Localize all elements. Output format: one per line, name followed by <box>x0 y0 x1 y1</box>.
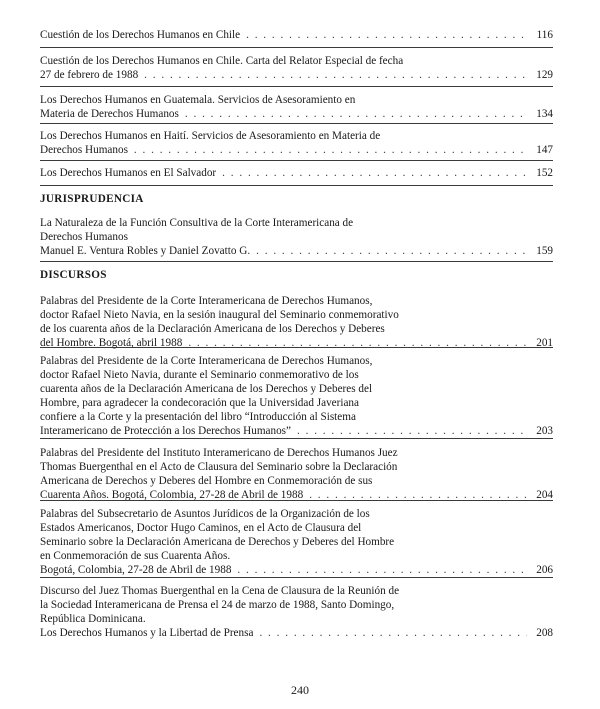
separator <box>40 261 553 262</box>
dot-leader <box>250 244 527 258</box>
entry-title-line: Los Derechos Humanos en Guatemala. Servicios de Asesoramiento en <box>40 94 356 106</box>
entry-title-line: Seminario sobre la Declaración Americana de Derechos y Deberes del Hombre <box>40 536 395 548</box>
entry-title-line: confiere a la Corte y la presentación del libro “Introducción al Sistema <box>40 411 356 423</box>
entry-title-line: Derechos Humanos <box>40 231 128 243</box>
entry-title-line: Bogotá, Colombia, 27-28 de Abril de 1988 <box>40 564 232 576</box>
entry-title: Cuestión de los Derechos Humanos en Chile <box>40 29 241 41</box>
entry-page: 147 <box>536 144 553 156</box>
separator <box>40 500 553 501</box>
entry-page: 203 <box>536 425 553 437</box>
dot-leader <box>138 68 527 82</box>
toc-entry <box>40 28 553 42</box>
entry-title-line: Interamericano de Protección a los Derechos Humanos” <box>40 425 291 437</box>
separator <box>40 577 553 578</box>
toc-entry <box>40 93 553 121</box>
dot-leader <box>253 626 527 640</box>
entry-page: 152 <box>536 167 553 179</box>
toc-entry <box>40 584 553 640</box>
entry-title-line: Palabras del Presidente de la Corte Interamericana de Derechos Humanos, <box>40 295 373 307</box>
toc-entry <box>40 129 553 157</box>
entry-title-line: Palabras del Presidente de la Corte Interamericana de Derechos Humanos, <box>40 355 373 367</box>
entry-title-line: Palabras del Subsecretario de Asuntos Jurídicos de la Organización de los <box>40 508 370 520</box>
entry-page: 134 <box>536 108 553 120</box>
entry-title-line: Cuestión de los Derechos Humanos en Chile. Carta del Relator Especial de fecha <box>40 55 404 67</box>
entry-page: 206 <box>536 564 553 576</box>
entry-title-line: Estados Americanos, Doctor Hugo Caminos, en el Acto de Clausura del <box>40 522 362 534</box>
entry-page: 201 <box>536 337 553 349</box>
separator <box>40 47 553 48</box>
entry-title-line: doctor Rafael Nieto Navia, durante el Seminario conmemorativo de los <box>40 369 359 381</box>
section-heading: JURISPRUDENCIA <box>40 193 144 205</box>
entry-title: Los Derechos Humanos en El Salvador <box>40 167 217 179</box>
separator <box>40 185 553 186</box>
toc-entry <box>40 446 553 502</box>
entry-author: Manuel E. Ventura Robles y Daniel Zovatto G. <box>40 245 251 257</box>
entry-title-line: de los cuarenta años de la Declaración Americana de los Derechos y Deberes <box>40 323 385 335</box>
entry-title-line: Materia de Derechos Humanos <box>40 108 179 120</box>
dot-leader <box>128 143 527 157</box>
toc-entry <box>40 507 553 577</box>
separator <box>40 160 553 161</box>
entry-title-line: Los Derechos Humanos y la Libertad de Prensa <box>40 627 254 639</box>
entry-title-line: Thomas Buergenthal en el Acto de Clausura del Seminario sobre la Declaración <box>40 461 398 473</box>
toc-entry <box>40 54 553 82</box>
entry-title-line: Hombre, para agradecer la condecoración que la Universidad Javeriana <box>40 397 359 409</box>
entry-title-line: Cuarenta Años. Bogotá, Colombia, 27-28 de Abril de 1988 <box>40 489 304 501</box>
separator <box>40 438 553 439</box>
entry-page: 208 <box>536 627 553 639</box>
entry-page: 159 <box>536 245 553 257</box>
entry-title-line: la Sociedad Interamericana de Prensa el 24 de marzo de 1988, Santo Domingo, <box>40 599 395 611</box>
toc-entry <box>40 294 553 350</box>
dot-leader <box>291 424 527 438</box>
dot-leader <box>240 28 527 42</box>
entry-title-line: Derechos Humanos <box>40 144 128 156</box>
entry-page: 204 <box>536 489 553 501</box>
entry-title-line: Palabras del Presidente del Instituto Interamericano de Derechos Humanos Juez <box>40 447 398 459</box>
entry-title-line: cuarenta años de la Declaración Americana de los Derechos y Deberes del <box>40 383 373 395</box>
entry-page: 129 <box>536 69 553 81</box>
dot-leader <box>231 563 527 577</box>
separator <box>40 86 553 87</box>
entry-title-line: Los Derechos Humanos en Haití. Servicios de Asesoramiento en Materia de <box>40 130 381 142</box>
entry-title-line: La Naturaleza de la Función Consultiva de la Corte Interamericana de <box>40 217 354 229</box>
toc-entry <box>40 166 553 180</box>
entry-title-line: República Dominicana. <box>40 613 146 625</box>
page-number: 240 <box>291 683 309 697</box>
entry-title-line: Discurso del Juez Thomas Buergenthal en la Cena de Clausura de la Reunión de <box>40 585 400 597</box>
entry-title-line: 27 de febrero de 1988 <box>40 69 139 81</box>
entry-title-line: en Conmemoración de sus Cuarenta Años. <box>40 550 231 562</box>
entry-title-line: del Hombre. Bogotá, abril 1988 <box>40 337 183 349</box>
entry-title-line: doctor Rafael Nieto Navia, en la sesión inaugural del Seminario conmemorativo <box>40 309 399 321</box>
section-heading: DISCURSOS <box>40 269 107 281</box>
entry-page: 116 <box>536 29 553 41</box>
separator <box>40 347 553 348</box>
entry-title-line: Americana de Derechos y Deberes del Hombre en Conmemoración de sus <box>40 475 373 487</box>
dot-leader <box>216 166 527 180</box>
toc-entry <box>40 354 553 438</box>
dot-leader <box>179 107 527 121</box>
toc-entry <box>40 216 553 258</box>
separator <box>40 123 553 124</box>
